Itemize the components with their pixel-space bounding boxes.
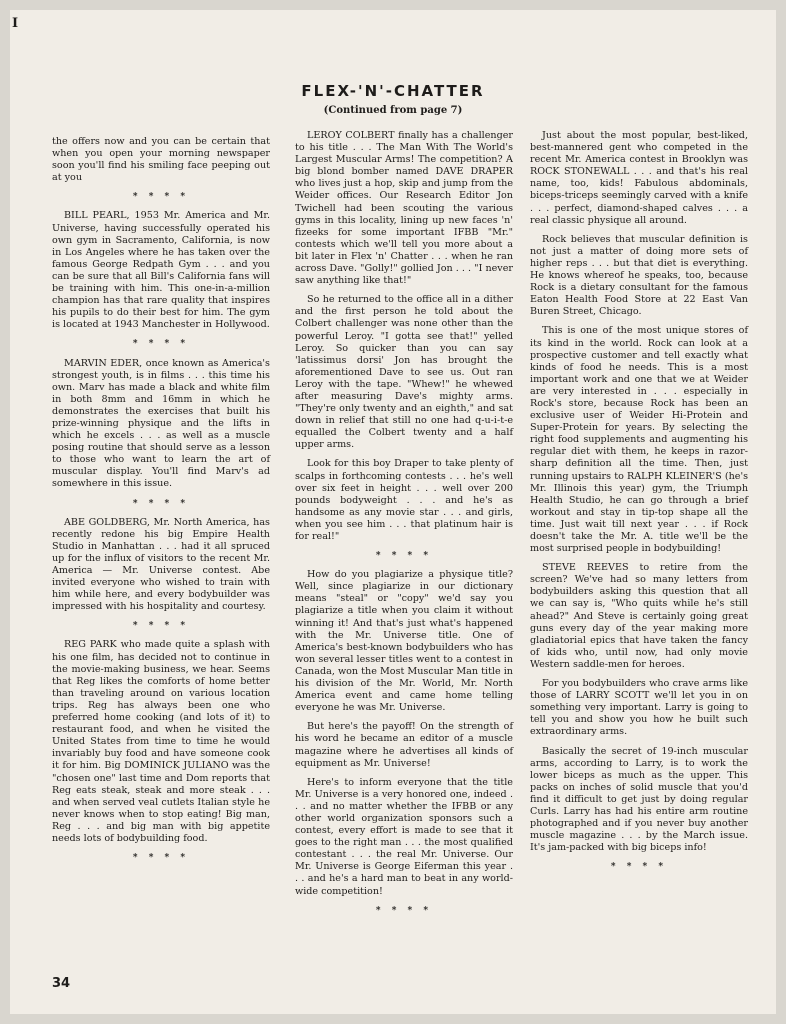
paragraph: the offers now and you can be certain that when you open your morning newspaper soon you'll find his smiling face peeping out at you xyxy=(52,136,270,184)
star-divider: * * * * xyxy=(610,862,668,873)
paragraph: STEVE REEVES to retire from the screen? We've had so many letters from bodybuilders asking this question that all we can say is, "Who quits while he's still ahead?" And Steve is certainly going great guns every day of the year making more gladiatorial epics that have taken the fancy of kids who, until now, had only movie Western saddle-men for heroes. xyxy=(530,562,748,670)
paragraph: REG PARK who made quite a splash with his one film, has decided not to continue in the movie-making business, we hear. Seems that Reg likes the comforts of home better than traveling around on various location trips. Reg has always been one who preferred home cooking (and lots of it) to restaurant food, and when he visited the United States from time to time he would invariably buy food and have someone cook it for him. Big DOMINICK JULIANO was the "chosen one" last time and Dom reports that Reg eats steak, steak and more steak . . . and when served veal cutlets Italian style he never knows when to stop eating! Big man, Reg . . . and big man with big appetite needs lots of bodybuilding food. xyxy=(52,639,270,844)
continued-note: (Continued from page 7) xyxy=(323,105,463,116)
star-divider: * * * * xyxy=(132,621,190,632)
paragraph: This is one of the most unique stores of its kind in the world. Rock can look at a prospective customer and tell exactly what kinds of food he needs. This is a most important work and one that we at Weider are very interested in . . . especially in Rock's store, because Rock has been an exclusive user of Weider Hi-Protein and Super-Protein for years. By selecting the right food supplements and augmenting his regular diet with them, he keeps in razor-sharp definition all the time. Then, just running upstairs to RALPH KLEINER'S (he's Mr. Illinois this year) gym, the Triumph Health Studio, he can go through a brief workout and stay in tip-top shape all the time. Just wait till next year . . . if Rock doesn't take the Mr. A. title we'll be the most surprised people in bodybuilding! xyxy=(530,325,748,555)
star-divider: * * * * xyxy=(375,905,433,916)
paragraph: So he returned to the office all in a dither and the first person he told about the Colbert challenger was none other than the powerful Leroy. "I gotta see that!" yelled Leroy. So quicker than you can say 'latissimus dorsi' Jon has brought the aforementioned Dave to see us. Out ran Leroy with the tape. "Whew!" he whewed after measuring Dave's mighty arms. "They're only twenty and an eighth," and sat down in relief that still no one had q-u-i-t-e equalled the Colbert twenty and a half upper arms. xyxy=(295,294,513,451)
paragraph: Rock believes that muscular definition is not just a matter of doing more sets of higher reps . . . but that diet is everything. He knows whereof he speaks, too, because Rock is a dietary consultant for the famous Eaton Health Food Store at 22 East Van Buren Street, Chicago. xyxy=(530,233,748,318)
star-divider: * * * * xyxy=(132,853,190,864)
corner-mark: I xyxy=(12,16,19,31)
paragraph: Here's to inform everyone that the title Mr. Universe is a very honored one, indeed . . . and no matter whether the IFBB or any other world organization sponsors such a contest, every effort is made to see that it goes to the right man . . . the most qualified contestant . . . the real Mr. Universe. Our Mr. Universe is George Eiferman this year . . . and he's a hard man to beat in any world-wide competition! xyxy=(295,776,513,897)
paragraph: For you bodybuilders who crave arms like those of LARRY SCOTT we'll let you in on something very important. Larry is going to tell you and show you how he built such extraordinary arms. xyxy=(530,678,748,738)
column-2 xyxy=(295,130,513,924)
star-divider: * * * * xyxy=(375,551,433,562)
paragraph: LEROY COLBERT finally has a challenger to his title . . . The Man With The World's Largest Muscular Arms! The competition? A big blond bomber named DAVE DRAPER who lives just a hop, skip and jump from the Weider offices. Our Research Editor Jon Twichell had been scouting the various gyms in this locality, lining up new faces 'n' fizeeks for some important IFBB "Mr." contests which we'll tell you more about a bit later in Flex 'n' Chatter . . . when he ran across Dave. "Golly!" gollied Jon . . . "I never saw anything like that!" xyxy=(295,130,513,287)
paragraph: MARVIN EDER, once known as America's strongest youth, is in films . . . this time his own. Marv has made a black and white film in both 8mm and 16mm in which he demonstrates the exercises that built his prize-winning physique and the lifts in which he excels . . . as well as a muscle posing routine that should serve as a lesson to those who want to learn the art of muscular display. You'll find Marv's ad somewhere in this issue. xyxy=(52,357,270,490)
page-title: FLEX-'N'-CHATTER xyxy=(301,82,485,100)
page-number: 34 xyxy=(52,976,71,991)
paragraph: Look for this boy Draper to take plenty of scalps in forthcoming contests . . . he's well over six feet in height . . . well over 200 pounds bodyweight . . . and he's as handsome as any movie star . . . and girls, when you see him . . . that platinum hair is for real!" xyxy=(295,458,513,542)
magazine-page xyxy=(10,10,776,1014)
paragraph: Just about the most popular, best-liked, best-mannered gent who competed in the recent Mr. America contest in Brooklyn was ROCK STONEWALL . . . and that's his real name, too, kids! Fabulous abdominals, biceps-triceps seemingly carved with a knife . . . perfect, diamond-shaped calves . . . a real classic physique all around. xyxy=(530,130,748,226)
paragraph: How do you plagiarize a physique title? Well, since plagiarize in our dictionary means "steal" or "copy" we'd say you plagiarize a title when you claim it without winning it! And that's just what's happened with the Mr. Universe title. One of America's best-known bodybuilders who has won several lesser titles went to a contest in Canada, won the Most Muscular Man title in his division of the Mr. World, Mr. North America event and came home telling everyone he was Mr. Universe. xyxy=(295,569,513,714)
column-3 xyxy=(530,130,748,880)
star-divider: * * * * xyxy=(132,498,190,509)
paragraph: ABE GOLDBERG, Mr. North America, has recently redone his big Empire Health Studio in Manhattan . . . had it all spruced up for the influx of visitors to the recent Mr. America — Mr. Universe contest. Abe invited everyone who wished to train with him while here, and every bodybuilder was impressed with his hospitality and courtesy. xyxy=(52,516,270,613)
paragraph: BILL PEARL, 1953 Mr. America and Mr. Universe, having successfully operated his own gym in Sacramento, California, is now in Los Angeles where he has taken over the famous George Redpath Gym . . . and you can be sure that all Bill's California fans will be training with him. This one-in-a-million champion has that rare quality that inspires his pupils to do their best for him. The gym is located at 1943 Manchester in Hollywood. xyxy=(52,210,270,331)
star-divider: * * * * xyxy=(132,192,190,203)
paragraph: But here's the payoff! On the strength of his word he became an editor of a muscle magazine where he advertises all kinds of equipment as Mr. Universe! xyxy=(295,721,513,769)
star-divider: * * * * xyxy=(132,339,190,350)
paragraph: Basically the secret of 19-inch muscular arms, according to Larry, is to work the lower biceps as much as the upper. This packs on inches of solid muscle that you'd find it difficult to get just by doing regular Curls. Larry has had his entire arm routine photographed and if you never buy another muscle magazine . . . by the March issue. It's jam-packed with big biceps info! xyxy=(530,745,748,854)
column-1 xyxy=(52,136,270,871)
